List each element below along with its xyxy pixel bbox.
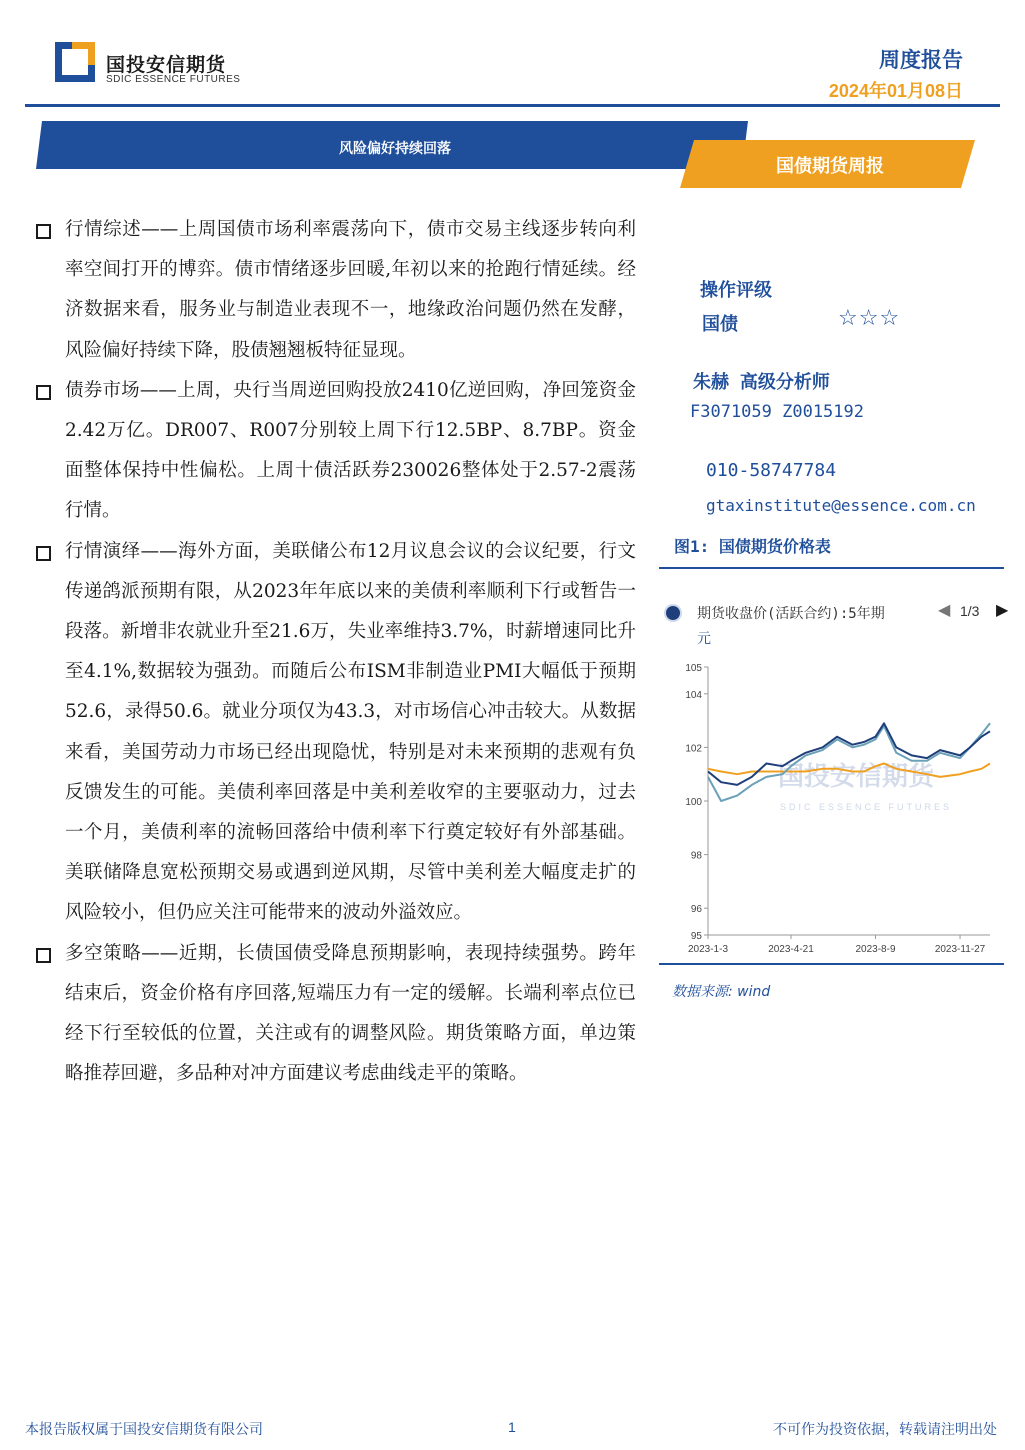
data-source: 数据来源: wind	[672, 984, 771, 1000]
banner-subtitle: 国债期货周报	[776, 156, 884, 177]
x-tick-label: 2023-4-21	[768, 944, 814, 955]
bullet-square-icon	[36, 385, 51, 400]
rating-stars: ☆☆☆	[838, 306, 901, 331]
y-tick-label: 104	[685, 689, 702, 701]
y-tick-label: 96	[690, 904, 702, 916]
section-text: 债券市场——上周，央行当周逆回购投放2410亿逆回购，净回笼资金2.42万亿。DR007、R007分别较上周下行12.5BP、8.7BP。资金面整体保持中性偏松。上周十债活跃券230026整体处于2.57-2震荡行情。	[65, 379, 636, 522]
rating-title: 操作评级	[700, 280, 772, 301]
bullet-square-icon	[36, 948, 51, 963]
y-tick-label: 100	[685, 797, 702, 808]
section-market-summary	[36, 210, 636, 371]
figure-top-rule	[659, 567, 1004, 569]
bullet-square-icon	[36, 224, 51, 239]
rating-label: 国债	[702, 314, 738, 335]
x-tick-label: 2023-11-27	[934, 944, 986, 955]
section-bond-market	[36, 371, 636, 532]
pager-prev-icon[interactable]: ◀	[938, 600, 951, 619]
analyst-license: F3071059 Z0015192	[690, 402, 864, 422]
analyst-name: 朱赫 高级分析师	[693, 372, 830, 393]
report-date: 2024年01月08日	[828, 81, 963, 101]
section-text: 行情综述——上周国债市场利率震荡向下，债市交易主线逐步转向利率空间打开的博弈。债市情绪逐步回暖,年初以来的抢跑行情延续。经济数据来看，服务业与制造业表现不一，地缘政治问题仍然在发酵，风险偏好持续下降，股债翘翘板特征显现。	[65, 219, 636, 361]
series-marker-icon	[664, 604, 682, 622]
chart-legend-label-cont: 元	[697, 631, 711, 647]
company-name-en: SDIC ESSENCE FUTURES	[106, 74, 241, 85]
y-tick-label: 95	[690, 931, 702, 942]
banner-title: 风险偏好持续回落	[339, 141, 451, 157]
pager-text: 1/3	[960, 603, 980, 619]
bullet-square-icon	[36, 546, 51, 561]
company-logo-mark	[55, 42, 95, 82]
header-divider	[25, 104, 1000, 107]
x-tick-label: 2023-8-9	[855, 944, 896, 955]
figure-title: 图1: 国债期货价格表	[674, 537, 831, 556]
chart-watermark-en: SDIC ESSENCE FUTURES	[780, 802, 953, 812]
y-tick-label: 102	[685, 743, 702, 755]
section-long-short-strategy	[36, 934, 636, 1095]
futures-price-chart	[660, 655, 1005, 960]
contact-phone: 010-58747784	[706, 460, 837, 481]
figure-bottom-rule	[659, 963, 1004, 965]
chart-legend-label: 期货收盘价(活跃合约):5年期	[697, 606, 885, 622]
report-body	[36, 210, 636, 1094]
section-text: 行情演绎——海外方面，美联储公布12月议息会议的会议纪要，行文传递鸽派预期有限，从2023年年底以来的美债利率顺利下行或暂告一段落。新增非农就业升至21.6万，失业率维持3.7%，时薪增速同比升至4.1%,数据较为强劲。而随后公布ISM非制造业PMI大幅低于预期52.6，录得50.6。就业分项仅为43.3，对市场信心冲击较大。从数据来看，美国劳动力市场已经出现隐忧，特别是对未来预期的悲观有负反馈发生的可能。美债利率回落是中美利差收窄的主要驱动力，过去一个月，美债利率的流畅回落给中债利率下行奠定较好有外部基础。美联储降息宽松预期交易或遇到逆风期，尽管中美利差大幅度走扩的风险较小，但仍应关注可能带来的波动外溢效应。	[65, 540, 636, 924]
pager-next-icon[interactable]: ▶	[996, 600, 1009, 619]
y-tick-label: 105	[685, 663, 702, 674]
footer-page-number: 1	[508, 1419, 516, 1435]
report-type: 周度报告	[879, 48, 963, 72]
section-text: 多空策略——近期，长债国债受降息预期影响，表现持续强势。跨年结束后，资金价格有序回落,短端压力有一定的缓解。长端利率点位已经下行至较低的位置，关注或有的调整风险。期货策略方面，单边策略推荐回避，多品种对冲方面建议考虑曲线走平的策略。	[65, 942, 636, 1085]
contact-email: gtaxinstitute@essence.com.cn	[706, 496, 976, 515]
footer-disclaimer: 不可作为投资依据，转载请注明出处	[773, 1422, 997, 1438]
footer-copyright: 本报告版权属于国投安信期货有限公司	[25, 1422, 263, 1438]
company-name-cn: 国投安信期货	[106, 54, 227, 76]
y-tick-label: 98	[690, 850, 702, 862]
chart-watermark-cn: 国投安信期货	[778, 762, 935, 792]
x-tick-label: 2023-1-3	[687, 944, 729, 955]
section-market-deduction	[36, 532, 636, 934]
